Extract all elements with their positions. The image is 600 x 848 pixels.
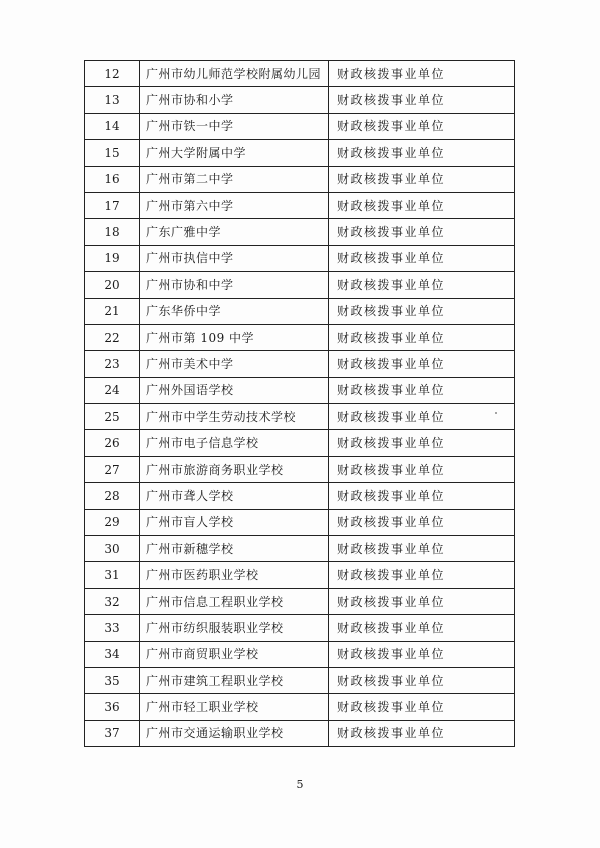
unit-type-cell: 财政核拨事业单位 bbox=[329, 61, 515, 87]
table-row bbox=[85, 641, 515, 667]
unit-type-cell: 财政核拨事业单位 bbox=[329, 483, 515, 509]
row-number-cell: 26 bbox=[85, 430, 140, 456]
table-row bbox=[85, 509, 515, 535]
unit-name-cell: 广州市第二中学 bbox=[140, 166, 329, 192]
table-row bbox=[85, 192, 515, 218]
row-number-cell: 18 bbox=[85, 219, 140, 245]
table-row bbox=[85, 87, 515, 113]
table-row bbox=[85, 113, 515, 139]
row-number-cell: 22 bbox=[85, 324, 140, 350]
unit-name-cell: 广州市美术中学 bbox=[140, 351, 329, 377]
row-number-cell: 34 bbox=[85, 641, 140, 667]
row-number-cell: 29 bbox=[85, 509, 140, 535]
unit-name-cell: 广州大学附属中学 bbox=[140, 140, 329, 166]
table-row bbox=[85, 694, 515, 720]
scan-speck bbox=[495, 412, 497, 414]
unit-type-cell: 财政核拨事业单位 bbox=[329, 615, 515, 641]
unit-type-cell: 财政核拨事业单位 bbox=[329, 113, 515, 139]
unit-name-cell: 广州市商贸职业学校 bbox=[140, 641, 329, 667]
unit-type-cell: 财政核拨事业单位 bbox=[329, 588, 515, 614]
unit-type-cell: 财政核拨事业单位 bbox=[329, 272, 515, 298]
unit-type-cell: 财政核拨事业单位 bbox=[329, 404, 515, 430]
unit-name-cell: 广州外国语学校 bbox=[140, 377, 329, 403]
unit-name-cell: 广州市建筑工程职业学校 bbox=[140, 667, 329, 693]
table-row bbox=[85, 667, 515, 693]
unit-type-cell: 财政核拨事业单位 bbox=[329, 140, 515, 166]
row-number-cell: 28 bbox=[85, 483, 140, 509]
row-number-cell: 21 bbox=[85, 298, 140, 324]
unit-type-cell: 财政核拨事业单位 bbox=[329, 245, 515, 271]
row-number-cell: 15 bbox=[85, 140, 140, 166]
row-number-cell: 31 bbox=[85, 562, 140, 588]
table-row bbox=[85, 615, 515, 641]
row-number-cell: 32 bbox=[85, 588, 140, 614]
unit-name-cell: 广州市中学生劳动技术学校 bbox=[140, 404, 329, 430]
unit-type-cell: 财政核拨事业单位 bbox=[329, 720, 515, 746]
table-row bbox=[85, 61, 515, 87]
unit-type-cell: 财政核拨事业单位 bbox=[329, 192, 515, 218]
unit-name-cell: 广州市协和中学 bbox=[140, 272, 329, 298]
unit-name-cell: 广东华侨中学 bbox=[140, 298, 329, 324]
table-row bbox=[85, 720, 515, 746]
unit-type-cell: 财政核拨事业单位 bbox=[329, 166, 515, 192]
unit-type-cell: 财政核拨事业单位 bbox=[329, 351, 515, 377]
table-row bbox=[85, 588, 515, 614]
unit-name-cell: 广州市交通运输职业学校 bbox=[140, 720, 329, 746]
unit-name-cell: 广州市第 109 中学 bbox=[140, 324, 329, 350]
unit-name-cell: 广州市幼儿师范学校附属幼儿园 bbox=[140, 61, 329, 87]
unit-type-cell: 财政核拨事业单位 bbox=[329, 298, 515, 324]
row-number-cell: 33 bbox=[85, 615, 140, 641]
unit-name-cell: 广州市盲人学校 bbox=[140, 509, 329, 535]
row-number-cell: 14 bbox=[85, 113, 140, 139]
unit-name-cell: 广州市铁一中学 bbox=[140, 113, 329, 139]
unit-name-cell: 广州市电子信息学校 bbox=[140, 430, 329, 456]
table-row bbox=[85, 166, 515, 192]
unit-table-body bbox=[85, 61, 515, 747]
row-number-cell: 23 bbox=[85, 351, 140, 377]
table-row bbox=[85, 219, 515, 245]
unit-type-cell: 财政核拨事业单位 bbox=[329, 324, 515, 350]
row-number-cell: 16 bbox=[85, 166, 140, 192]
table-row bbox=[85, 272, 515, 298]
row-number-cell: 35 bbox=[85, 667, 140, 693]
row-number-cell: 36 bbox=[85, 694, 140, 720]
row-number-cell: 37 bbox=[85, 720, 140, 746]
unit-type-cell: 财政核拨事业单位 bbox=[329, 87, 515, 113]
unit-name-cell: 广州市第六中学 bbox=[140, 192, 329, 218]
row-number-cell: 20 bbox=[85, 272, 140, 298]
unit-name-cell: 广州市新穗学校 bbox=[140, 536, 329, 562]
unit-type-cell: 财政核拨事业单位 bbox=[329, 430, 515, 456]
table-row bbox=[85, 324, 515, 350]
unit-type-cell: 财政核拨事业单位 bbox=[329, 456, 515, 482]
unit-name-cell: 广州市医药职业学校 bbox=[140, 562, 329, 588]
table-row bbox=[85, 430, 515, 456]
table-row bbox=[85, 456, 515, 482]
row-number-cell: 27 bbox=[85, 456, 140, 482]
unit-name-cell: 广州市信息工程职业学校 bbox=[140, 588, 329, 614]
row-number-cell: 25 bbox=[85, 404, 140, 430]
unit-type-cell: 财政核拨事业单位 bbox=[329, 667, 515, 693]
row-number-cell: 24 bbox=[85, 377, 140, 403]
unit-name-cell: 广州市协和小学 bbox=[140, 87, 329, 113]
table-row bbox=[85, 245, 515, 271]
unit-name-cell: 广州市旅游商务职业学校 bbox=[140, 456, 329, 482]
row-number-cell: 13 bbox=[85, 87, 140, 113]
unit-name-cell: 广州市轻工职业学校 bbox=[140, 694, 329, 720]
unit-name-cell: 广州市执信中学 bbox=[140, 245, 329, 271]
unit-table bbox=[84, 60, 515, 747]
unit-type-cell: 财政核拨事业单位 bbox=[329, 219, 515, 245]
unit-name-cell: 广东广雅中学 bbox=[140, 219, 329, 245]
table-row bbox=[85, 351, 515, 377]
row-number-cell: 30 bbox=[85, 536, 140, 562]
row-number-cell: 12 bbox=[85, 61, 140, 87]
table-row bbox=[85, 377, 515, 403]
unit-type-cell: 财政核拨事业单位 bbox=[329, 377, 515, 403]
table-row bbox=[85, 298, 515, 324]
unit-type-cell: 财政核拨事业单位 bbox=[329, 694, 515, 720]
table-row bbox=[85, 562, 515, 588]
unit-type-cell: 财政核拨事业单位 bbox=[329, 641, 515, 667]
unit-type-cell: 财政核拨事业单位 bbox=[329, 509, 515, 535]
unit-name-cell: 广州市纺织服装职业学校 bbox=[140, 615, 329, 641]
table-row bbox=[85, 536, 515, 562]
page-number: 5 bbox=[296, 778, 304, 791]
table-row bbox=[85, 140, 515, 166]
unit-type-cell: 财政核拨事业单位 bbox=[329, 562, 515, 588]
unit-type-cell: 财政核拨事业单位 bbox=[329, 536, 515, 562]
row-number-cell: 19 bbox=[85, 245, 140, 271]
table-row bbox=[85, 404, 515, 430]
table-row bbox=[85, 483, 515, 509]
row-number-cell: 17 bbox=[85, 192, 140, 218]
unit-name-cell: 广州市聋人学校 bbox=[140, 483, 329, 509]
